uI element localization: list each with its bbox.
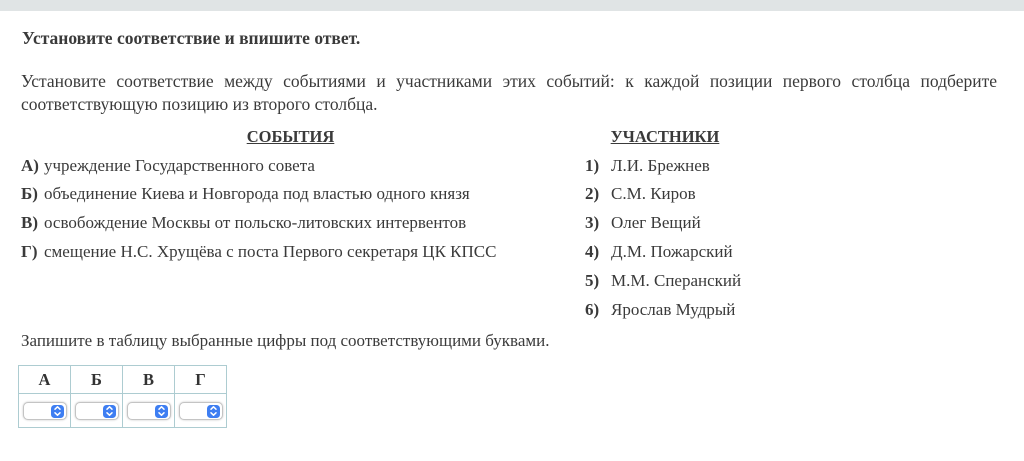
answer-cell-v bbox=[123, 394, 175, 428]
answer-col-header-b: Б bbox=[71, 366, 123, 394]
event-marker-v: В) bbox=[21, 213, 38, 233]
answer-table bbox=[18, 365, 227, 428]
answer-select-a[interactable] bbox=[23, 402, 67, 420]
participant-marker-5: 5) bbox=[585, 270, 600, 290]
answer-select-v[interactable] bbox=[127, 402, 171, 420]
answer-select-g[interactable] bbox=[179, 402, 223, 420]
participant-item-4 bbox=[585, 238, 745, 267]
participant-text-1: Л.И. Брежнев bbox=[611, 155, 710, 175]
participant-text-6: Ярослав Мудрый bbox=[611, 299, 736, 319]
event-text-g: смещение Н.С. Хрущёва с поста Первого секретаря ЦК КПСС bbox=[44, 242, 497, 262]
task-instruction: Установите соответствие между событиями и участниками этих событий: к каждой позиции первого столбца подберите соответствующую позицию из второго столбца. bbox=[21, 70, 997, 115]
answer-cell-b bbox=[71, 394, 123, 428]
event-marker-a: А) bbox=[21, 155, 39, 175]
answer-table-select-row bbox=[19, 394, 227, 428]
participant-text-4: Д.М. Пожарский bbox=[611, 242, 733, 262]
participants-column bbox=[585, 123, 745, 325]
select-stepper-icon bbox=[207, 405, 220, 418]
answer-cell-g bbox=[175, 394, 227, 428]
answer-col-header-v: В bbox=[123, 366, 175, 394]
event-text-a: учреждение Государственного совета bbox=[44, 155, 315, 175]
participant-marker-3: 3) bbox=[585, 213, 600, 233]
events-header: СОБЫТИЯ bbox=[246, 126, 335, 146]
select-stepper-icon bbox=[51, 405, 64, 418]
answer-select-b[interactable] bbox=[75, 402, 119, 420]
participant-item-2 bbox=[585, 180, 745, 209]
answer-note: Запишите в таблицу выбранные цифры под соответствующими буквами. bbox=[21, 331, 550, 351]
task-title: Установите соответствие и впишите ответ. bbox=[22, 28, 361, 48]
participant-text-2: С.М. Киров bbox=[611, 184, 696, 204]
participant-item-6 bbox=[585, 296, 745, 325]
participant-item-3 bbox=[585, 209, 745, 238]
answer-table-header-row bbox=[19, 366, 227, 394]
participant-text-5: М.М. Сперанский bbox=[611, 270, 742, 290]
event-item-b bbox=[21, 180, 560, 209]
select-stepper-icon bbox=[155, 405, 168, 418]
answer-col-header-g: Г bbox=[175, 366, 227, 394]
participant-marker-2: 2) bbox=[585, 184, 600, 204]
participant-item-1 bbox=[585, 152, 745, 181]
participant-marker-1: 1) bbox=[585, 155, 600, 175]
event-item-g bbox=[21, 238, 560, 267]
participant-marker-4: 4) bbox=[585, 242, 600, 262]
event-item-a bbox=[21, 152, 560, 181]
event-item-v bbox=[21, 209, 560, 238]
event-marker-g: Г) bbox=[21, 242, 38, 262]
matching-columns bbox=[21, 123, 997, 325]
events-column bbox=[21, 123, 560, 325]
top-bar bbox=[0, 0, 1024, 11]
participants-header: УЧАСТНИКИ bbox=[610, 126, 720, 146]
event-marker-b: Б) bbox=[21, 184, 38, 204]
answer-col-header-a: А bbox=[19, 366, 71, 394]
select-stepper-icon bbox=[103, 405, 116, 418]
event-text-b: объединение Киева и Новгорода под властью одного князя bbox=[44, 184, 470, 204]
answer-cell-a bbox=[19, 394, 71, 428]
participant-marker-6: 6) bbox=[585, 299, 600, 319]
participant-text-3: Олег Вещий bbox=[611, 213, 701, 233]
quiz-page bbox=[0, 28, 1024, 428]
event-text-v: освобождение Москвы от польско-литовских интервентов bbox=[44, 213, 467, 233]
participant-item-5 bbox=[585, 267, 745, 296]
